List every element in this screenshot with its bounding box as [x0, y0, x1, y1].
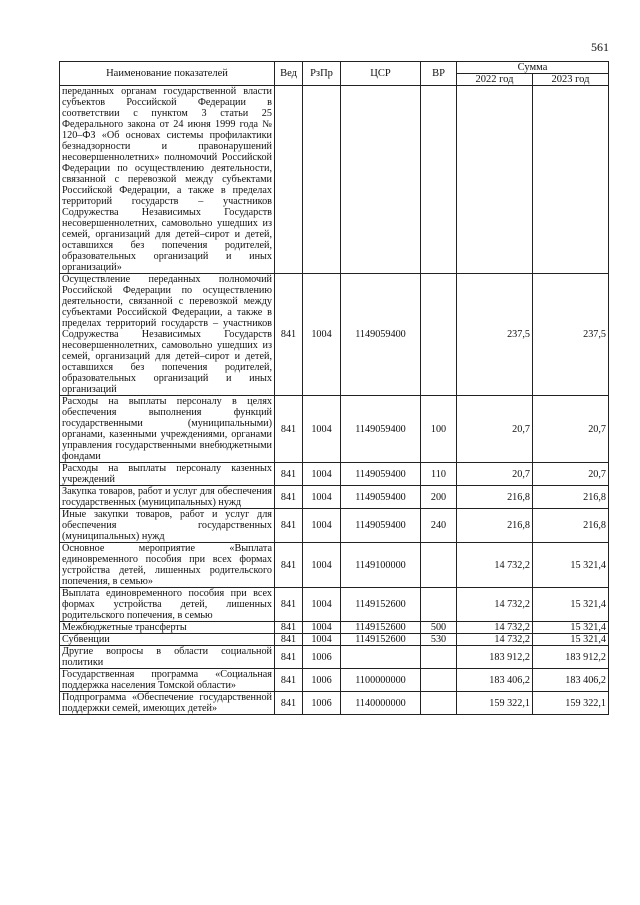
row-csr: 1100000000 [341, 669, 421, 692]
row-ved: 841 [275, 692, 303, 715]
row-vr [421, 692, 457, 715]
row-name: Осуществление переданных полномочий Российской Федерации по осуществлению деятельности, связанной с перевозкой между субъектами Российской Федерации, а также в пределах территорий государств – участников Содружества Независимых Государств несовершеннолетних, самовольно ушедших из семей, организаций для детей–сирот и детей, оставшихся без попечения родителей, образовательных организаций и иных организаций [60, 274, 275, 396]
row-csr: 1149059400 [341, 396, 421, 463]
row-vr: 100 [421, 396, 457, 463]
row-vr [421, 669, 457, 692]
row-csr [341, 86, 421, 274]
row-name: Субвенции [60, 634, 275, 646]
table-body [60, 86, 609, 715]
row-name: Выплата единовременного пособия при всех формах устройства детей, лишенных родительского попечения, в семью [60, 588, 275, 622]
row-sum-2022: 159 322,1 [457, 692, 533, 715]
row-csr: 1149152600 [341, 634, 421, 646]
row-rzpr [303, 86, 341, 274]
row-name: Расходы на выплаты персоналу в целях обеспечения выполнения функций государственными (муниципальными) органами, казенными учреждениями, органами управления государственными внебюджетными фондами [60, 396, 275, 463]
row-ved: 841 [275, 463, 303, 486]
row-rzpr: 1004 [303, 634, 341, 646]
row-rzpr: 1004 [303, 622, 341, 634]
row-sum-2022: 14 732,2 [457, 622, 533, 634]
row-rzpr: 1004 [303, 588, 341, 622]
row-sum-2023 [533, 86, 609, 274]
row-ved: 841 [275, 274, 303, 396]
row-ved: 841 [275, 396, 303, 463]
row-sum-2022: 183 912,2 [457, 646, 533, 669]
row-ved: 841 [275, 486, 303, 509]
header-year-2022: 2022 год [457, 74, 533, 86]
row-name: Государственная программа «Социальная поддержка населения Томской области» [60, 669, 275, 692]
row-vr [421, 274, 457, 396]
row-sum-2023: 15 321,4 [533, 588, 609, 622]
row-vr: 200 [421, 486, 457, 509]
row-sum-2023: 15 321,4 [533, 543, 609, 588]
row-sum-2022: 237,5 [457, 274, 533, 396]
row-vr [421, 86, 457, 274]
header-name: Наименование показателей [60, 62, 275, 86]
row-sum-2023: 216,8 [533, 486, 609, 509]
table-row [60, 543, 609, 588]
row-ved: 841 [275, 669, 303, 692]
row-ved: 841 [275, 634, 303, 646]
table-row [60, 463, 609, 486]
row-sum-2022: 183 406,2 [457, 669, 533, 692]
row-name: Расходы на выплаты персоналу казенных учреждений [60, 463, 275, 486]
table-row [60, 509, 609, 543]
row-vr: 240 [421, 509, 457, 543]
row-sum-2023: 237,5 [533, 274, 609, 396]
row-rzpr: 1004 [303, 543, 341, 588]
row-csr [341, 646, 421, 669]
row-csr: 1149059400 [341, 274, 421, 396]
row-ved: 841 [275, 543, 303, 588]
row-rzpr: 1004 [303, 509, 341, 543]
header-rzpr: РзПр [303, 62, 341, 86]
table-row [60, 646, 609, 669]
row-sum-2023: 15 321,4 [533, 634, 609, 646]
row-sum-2022: 14 732,2 [457, 634, 533, 646]
row-sum-2022: 216,8 [457, 509, 533, 543]
row-rzpr: 1004 [303, 396, 341, 463]
row-ved: 841 [275, 622, 303, 634]
row-name: Другие вопросы в области социальной политики [60, 646, 275, 669]
table-row [60, 486, 609, 509]
row-csr: 1149059400 [341, 509, 421, 543]
row-rzpr: 1006 [303, 692, 341, 715]
row-name: Основное мероприятие «Выплата единовременного пособия при всех формах устройства детей, лишенных родительского попечения, в семью» [60, 543, 275, 588]
row-sum-2023: 183 406,2 [533, 669, 609, 692]
row-rzpr: 1004 [303, 486, 341, 509]
row-vr: 110 [421, 463, 457, 486]
row-vr [421, 588, 457, 622]
table-row [60, 692, 609, 715]
row-rzpr: 1006 [303, 646, 341, 669]
table-row [60, 86, 609, 274]
row-name: Закупка товаров, работ и услуг для обеспечения государственных (муниципальных) нужд [60, 486, 275, 509]
table-row [60, 588, 609, 622]
table-header [60, 62, 609, 86]
row-sum-2023: 183 912,2 [533, 646, 609, 669]
row-ved: 841 [275, 646, 303, 669]
budget-table [59, 61, 609, 715]
table-row [60, 669, 609, 692]
row-ved: 841 [275, 588, 303, 622]
row-sum-2022: 216,8 [457, 486, 533, 509]
page-number: 561 [591, 40, 609, 54]
row-rzpr: 1006 [303, 669, 341, 692]
row-name: Подпрограмма «Обеспечение государственной поддержки семей, имеющих детей» [60, 692, 275, 715]
row-rzpr: 1004 [303, 463, 341, 486]
header-year-2023: 2023 год [533, 74, 609, 86]
row-vr [421, 543, 457, 588]
row-vr [421, 646, 457, 669]
row-vr: 530 [421, 634, 457, 646]
row-sum-2023: 15 321,4 [533, 622, 609, 634]
row-vr: 500 [421, 622, 457, 634]
row-ved: 841 [275, 509, 303, 543]
row-csr: 1149152600 [341, 622, 421, 634]
header-sum: Сумма [457, 62, 609, 74]
row-csr: 1149100000 [341, 543, 421, 588]
row-sum-2023: 20,7 [533, 463, 609, 486]
header-csr: ЦСР [341, 62, 421, 86]
row-csr: 1149059400 [341, 486, 421, 509]
table-row [60, 622, 609, 634]
row-sum-2022: 20,7 [457, 396, 533, 463]
table-row [60, 274, 609, 396]
row-name: Межбюджетные трансферты [60, 622, 275, 634]
row-sum-2022: 14 732,2 [457, 588, 533, 622]
row-rzpr: 1004 [303, 274, 341, 396]
row-sum-2023: 159 322,1 [533, 692, 609, 715]
row-sum-2023: 20,7 [533, 396, 609, 463]
row-csr: 1149059400 [341, 463, 421, 486]
row-csr: 1149152600 [341, 588, 421, 622]
row-name: переданных органам государственной власти субъектов Российской Федерации в соответствии с пунктом 3 статьи 25 Федерального закона от 24 июня 1999 года № 120–ФЗ «Об основах системы профилактики безнадзорности и правонарушений несовершеннолетних» полномочий Российской Федерации по осуществлению деятельности, связанной с перевозкой между субъектами Российской Федерации, а также в пределах территорий государств – участников Содружества Независимых Государств несовершеннолетних, самовольно ушедших из семей, организаций для детей–сирот и детей, оставшихся без попечения родителей, образовательных организаций и иных организаций» [60, 86, 275, 274]
row-sum-2022: 14 732,2 [457, 543, 533, 588]
row-name: Иные закупки товаров, работ и услуг для обеспечения государственных (муниципальных) нужд [60, 509, 275, 543]
table-row [60, 634, 609, 646]
row-sum-2022 [457, 86, 533, 274]
row-csr: 1140000000 [341, 692, 421, 715]
header-vr: ВР [421, 62, 457, 86]
table-row [60, 396, 609, 463]
header-ved: Вед [275, 62, 303, 86]
row-sum-2023: 216,8 [533, 509, 609, 543]
row-sum-2022: 20,7 [457, 463, 533, 486]
row-ved [275, 86, 303, 274]
